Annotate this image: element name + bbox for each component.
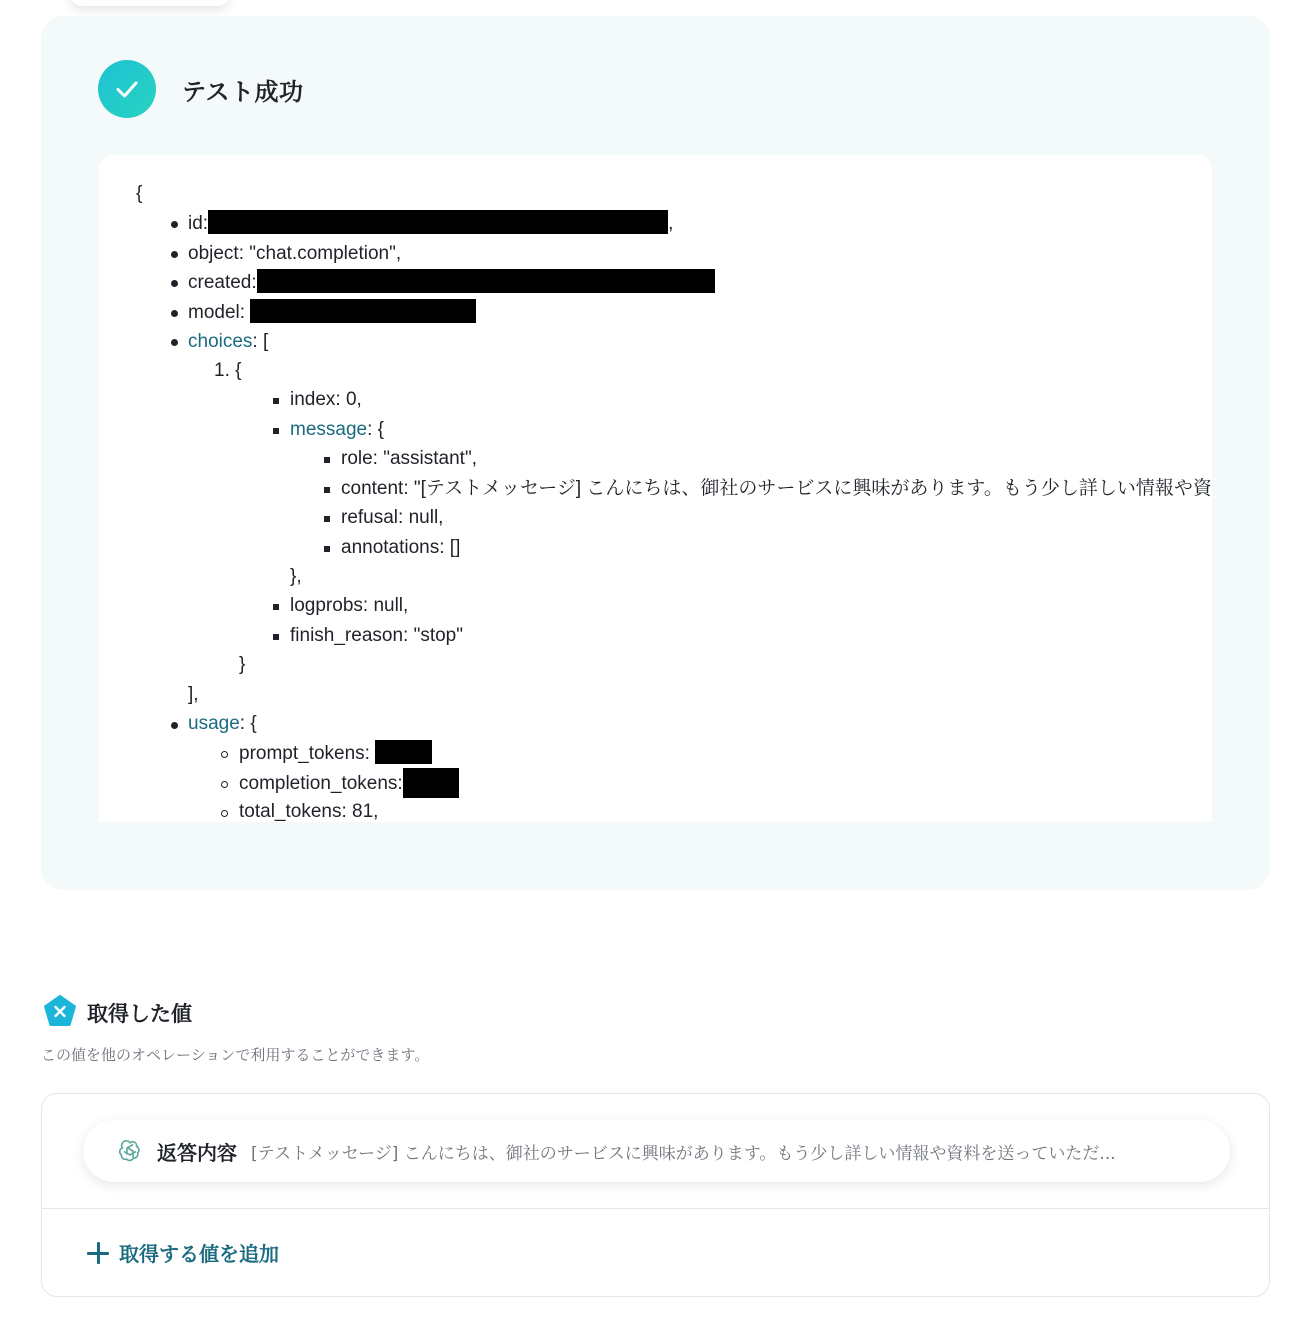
json-line-choices (188, 329, 268, 355)
json-key-completion-tokens: completion_tokens: (239, 773, 403, 795)
retrieved-value-text: [テストメッセージ] こんにちは、御社のサービスに興味があります。もう少し詳しい情報や資料を送っていただ... (251, 1143, 1116, 1164)
json-line-total-tokens: total_tokens: 81, (239, 801, 379, 822)
bullet (171, 722, 178, 729)
json-key-model: model: (188, 302, 246, 323)
bullet (171, 280, 178, 287)
json-line-model (188, 300, 476, 326)
json-key-usage-toggle[interactable]: usage (188, 713, 240, 734)
redacted-block (208, 210, 668, 234)
json-line-object (188, 241, 401, 267)
json-response-viewer[interactable] (99, 155, 1212, 822)
retrieved-values-card (41, 1093, 1270, 1297)
bullet (221, 810, 228, 817)
json-bracket: : [ (252, 331, 269, 352)
json-value-object: "chat.completion", (249, 243, 402, 264)
json-bracket: : { (367, 419, 385, 440)
json-key-message-toggle[interactable]: message (290, 419, 368, 440)
check-icon (98, 60, 156, 118)
redacted-block (403, 768, 459, 798)
json-line-usage (188, 711, 257, 737)
json-line-prompt-tokens (239, 741, 432, 767)
bullet (171, 310, 178, 317)
bullet (324, 457, 330, 463)
retrieved-values-title: 取得した値 (87, 1002, 192, 1026)
previous-card-edge (70, 0, 230, 6)
plus-icon (87, 1242, 109, 1264)
retrieved-values-description: この値を他のオペレーションで利用することができます。 (41, 1046, 430, 1064)
json-line-content: content: "[テストメッセージ] こんにちは、御社のサービスに興味があります。もう少し詳しい情報や資 (341, 478, 1212, 499)
json-message-close: }, (290, 566, 302, 587)
json-line-created (188, 270, 715, 296)
json-bracket: : { (239, 713, 257, 734)
json-line-id (188, 211, 673, 237)
json-item-close: } (239, 654, 246, 675)
test-result-panel (41, 16, 1270, 890)
json-key-created: created: (188, 272, 257, 293)
openai-icon (117, 1138, 143, 1164)
bullet (273, 428, 279, 434)
bullet (273, 604, 279, 610)
bullet (273, 634, 279, 640)
add-retrieved-value-button[interactable] (87, 1238, 279, 1267)
json-key-id: id: (188, 213, 209, 234)
add-retrieved-value-label: 取得する値を追加 (119, 1242, 279, 1266)
retrieved-value-label: 返答内容 (157, 1140, 237, 1165)
json-line-completion-tokens (239, 770, 459, 796)
json-line-refusal: refusal: null, (341, 507, 444, 528)
json-open-brace: { (136, 183, 143, 204)
json-key-choices-toggle[interactable]: choices (188, 331, 253, 352)
json-line-role: role: "assistant", (341, 448, 477, 469)
json-key-object: object: (188, 243, 244, 264)
bullet (221, 781, 228, 788)
json-line-annotations: annotations: [] (341, 537, 461, 558)
json-key-prompt-tokens: prompt_tokens: (239, 743, 370, 764)
bullet (171, 251, 178, 258)
redacted-block (257, 269, 715, 293)
bullet (324, 546, 330, 552)
json-comma: , (668, 213, 674, 234)
json-line-logprobs: logprobs: null, (290, 595, 409, 616)
json-choices-close: ], (188, 684, 199, 705)
json-line-index: index: 0, (290, 389, 362, 410)
redacted-block (250, 299, 476, 323)
bullet (221, 751, 228, 758)
bullet (324, 487, 330, 493)
redacted-block (375, 740, 432, 764)
bullet (324, 516, 330, 522)
json-line-finish-reason: finish_reason: "stop" (290, 625, 463, 646)
test-success-title: テスト成功 (182, 78, 304, 106)
json-line-message (290, 417, 384, 443)
bullet (171, 339, 178, 346)
divider (42, 1208, 1269, 1209)
json-list-item-1: 1. { (214, 360, 242, 381)
bullet (171, 221, 178, 228)
pentagon-close-icon (43, 994, 77, 1028)
bullet (273, 398, 279, 404)
retrieved-value-item[interactable] (83, 1120, 1230, 1182)
